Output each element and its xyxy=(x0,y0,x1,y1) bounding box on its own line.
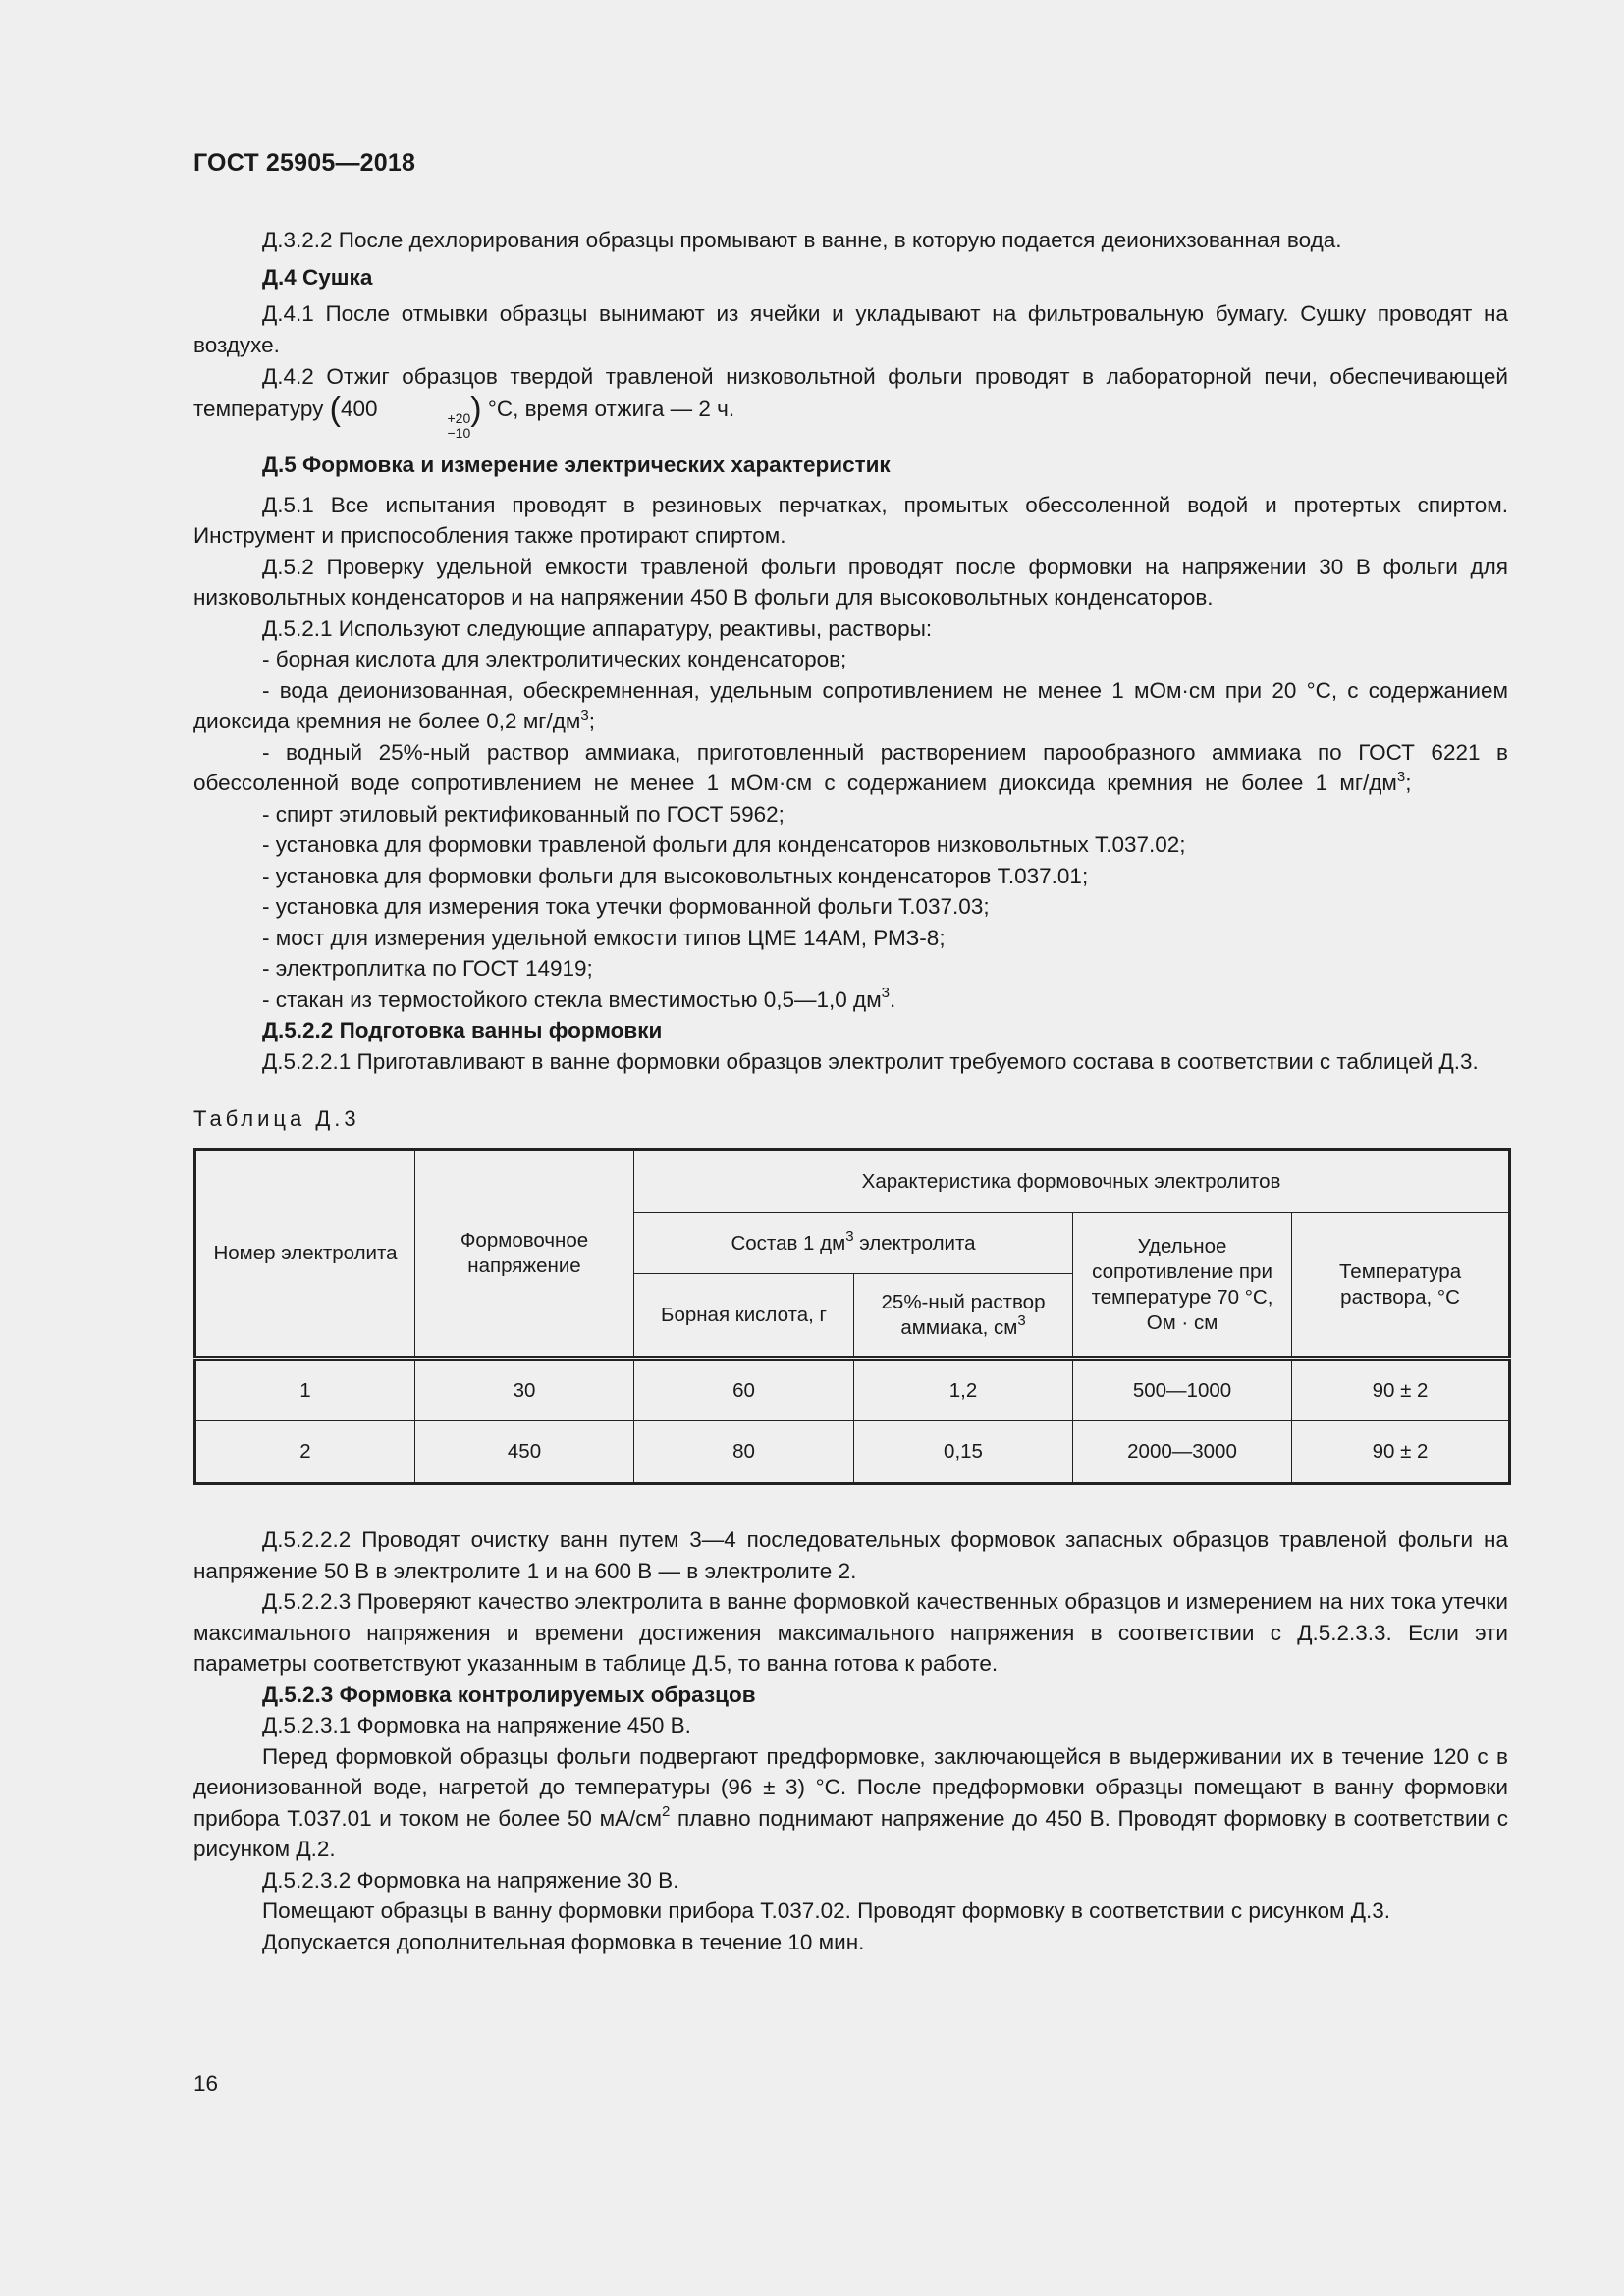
table-caption: Таблица Д.3 xyxy=(193,1106,360,1131)
tolerance-upper: +20 xyxy=(447,410,471,426)
table-cell: 1,2 xyxy=(854,1359,1073,1421)
list-item-end: ; xyxy=(588,709,595,733)
header-composition-tail: электролита xyxy=(853,1231,976,1255)
superscript: 3 xyxy=(580,706,589,723)
table-row xyxy=(195,1359,1510,1421)
left-paren-icon: ( xyxy=(329,391,341,428)
heading-d523: Д.5.2.3 Формовка контролируемых образцов xyxy=(262,1682,756,1707)
superscript: 3 xyxy=(1017,1311,1026,1329)
superscript: 3 xyxy=(881,985,891,1001)
paragraph-preforming-text: Перед формовкой образцы фольги подвергают предформовке, заключающейся в выдерживании их в течение 120 с в деионизованной воде, нагретой до температуры (96 ± 3) °С. После предформовки образцы помещают в ванну формовки прибора Т.037.01 и током не более 50 мА/см xyxy=(193,1743,1508,1831)
list-item xyxy=(193,737,1508,799)
temperature-value: 400 xyxy=(340,397,378,421)
paragraph-d5223: Д.5.2.2.3 Проверяют качество электролита в ванне формовкой качественных образцов и измерением на них тока утечки максимального напряжения и времени достижения максимального напряжения в соответствии с Д.5.2.3.3. Если эти параметры соответствуют указанным в таблице Д.5, то ванна готова к работе. xyxy=(193,1589,1508,1676)
paragraph-d5231: Д.5.2.3.1 Формовка на напряжение 450 В. xyxy=(262,1713,691,1737)
list-item-text: - стакан из термостойкого стекла вместимостью 0,5—1,0 дм xyxy=(262,987,882,1012)
heading-d522: Д.5.2.2 Подготовка ванны формовки xyxy=(262,1018,663,1042)
right-paren-icon: ) xyxy=(470,391,482,428)
table-row xyxy=(195,1421,1510,1484)
header-voltage: Формовочное напряжение xyxy=(415,1150,634,1359)
paragraph-d52: Д.5.2 Проверку удельной емкости травленой фольги проводят после формовки на напряжении 30 В фольги для низковольтных конденсаторов и на напряжении 450 В фольги для высоковольтных конденсаторов. xyxy=(193,554,1508,610)
list-item xyxy=(193,985,1508,1016)
tolerance-lower: −10 xyxy=(447,425,471,441)
list-item xyxy=(193,675,1508,737)
list-item: - мост для измерения удельной емкости типов ЦМЕ 14АМ, РМЗ-8; xyxy=(262,925,946,950)
table-cell: 2000—3000 xyxy=(1073,1421,1292,1484)
list-item: - борная кислота для электролитических конденсаторов; xyxy=(262,647,847,671)
paragraph-d41: Д.4.1 После отмывки образцы вынимают из ячейки и укладывают на фильтровальную бумагу. Сушку проводят на воздухе. xyxy=(193,301,1508,357)
heading-d4: Д.4 Сушка xyxy=(262,264,373,290)
paragraph-d51: Д.5.1 Все испытания проводят в резиновых перчатках, промытых обессоленной водой и протертых спиртом. Инструмент и приспособления также протирают спиртом. xyxy=(193,492,1508,548)
paragraph-d521: Д.5.2.1 Используют следующие аппаратуру, реактивы, растворы: xyxy=(262,615,933,641)
paragraph-preforming xyxy=(193,1741,1508,1865)
paragraph-d42 xyxy=(193,360,1508,441)
paragraph-d42-tail: °С, время отжига — 2 ч. xyxy=(487,397,735,421)
document-header: ГОСТ 25905—2018 xyxy=(193,149,416,177)
header-composition xyxy=(634,1213,1073,1274)
list-item-end: . xyxy=(890,987,896,1012)
list-item: - установка для формовки фольги для высоковольтных конденсаторов Т.037.01; xyxy=(262,863,1089,888)
paragraph-d5222: Д.5.2.2.2 Проводят очистку ванн путем 3—4 последовательных формовок запасных образцов травленой фольги на напряжение 50 В в электролите 1 и на 600 В — в электролите 2. xyxy=(193,1527,1508,1583)
header-number: Номер электролита xyxy=(195,1150,415,1359)
table-d3 xyxy=(193,1148,1511,1485)
list-item: - установка для измерения тока утечки формованной фольги Т.037.03; xyxy=(262,894,990,919)
list-item-end: ; xyxy=(1405,771,1412,795)
table-cell: 1 xyxy=(195,1359,415,1421)
superscript: 3 xyxy=(1396,768,1406,785)
document-body xyxy=(193,225,1508,1957)
paragraph-place: Помещают образцы в ванну формовки прибора Т.037.02. Проводят формовку в соответствии с рисунком Д.3. xyxy=(262,1898,1391,1923)
paragraph-d5221: Д.5.2.2.1 Приготавливают в ванне формовки образцов электролит требуемого состава в соответствии с таблицей Д.3. xyxy=(262,1048,1479,1074)
header-ammonia xyxy=(854,1274,1073,1359)
heading-d5: Д.5 Формовка и измерение электрических характеристик xyxy=(262,453,891,477)
table-cell: 80 xyxy=(634,1421,854,1484)
list-item: - спирт этиловый ректификованный по ГОСТ 5962; xyxy=(262,801,785,827)
paragraph-preforming-tail: плавно поднимают напряжение до 450 В. Проводят формовку в соответствии с рисунком Д.2. xyxy=(193,1805,1508,1861)
table-cell: 2 xyxy=(195,1421,415,1484)
page-number: 16 xyxy=(193,2071,219,2096)
table-cell: 90 ± 2 xyxy=(1292,1359,1510,1421)
table-cell: 90 ± 2 xyxy=(1292,1421,1510,1484)
paragraph-d322: Д.3.2.2 После дехлорирования образцы промывают в ванне, в которую подается деионихзованная вода. xyxy=(262,228,1342,252)
table-cell: 30 xyxy=(415,1359,634,1421)
paragraph-d5232: Д.5.2.3.2 Формовка на напряжение 30 В. xyxy=(262,1867,679,1893)
header-boric-acid: Борная кислота, г xyxy=(634,1274,854,1359)
table-cell: 500—1000 xyxy=(1073,1359,1292,1421)
list-item-text: - вода деионизованная, обескремненная, удельным сопротивлением не менее 1 мОм·см при 20 °С, с содержанием диоксида кремния не более 0,2 мг/дм xyxy=(193,677,1508,733)
superscript: 3 xyxy=(845,1227,854,1245)
header-ammonia-text: 25%-ный раствор аммиака, см xyxy=(881,1290,1046,1339)
list-item: - электроплитка по ГОСТ 14919; xyxy=(262,956,593,981)
table-cell: 0,15 xyxy=(854,1421,1073,1484)
table-cell: 60 xyxy=(634,1359,854,1421)
header-temperature: Температура раствора, °С xyxy=(1292,1213,1510,1359)
header-composition-text: Состав 1 дм xyxy=(731,1231,846,1255)
table-cell: 450 xyxy=(415,1421,634,1484)
paragraph-extra: Допускается дополнительная формовка в течение 10 мин. xyxy=(262,1929,865,1954)
header-resistivity: Удельное сопротивление при температуре 70 °С, Ом · см xyxy=(1073,1213,1292,1359)
tolerance xyxy=(378,411,470,441)
list-item-text: - водный 25%-ный раствор аммиака, приготовленный растворением парообразного аммиака по ГОСТ 6221 в обессоленной воде сопротивлением не менее 1 мОм·см с содержанием диоксида кремния не более 1 мг/дм xyxy=(193,739,1508,795)
header-characteristics: Характеристика формовочных электролитов xyxy=(634,1150,1510,1213)
paragraph-d42-text: Д.4.2 Отжиг образцов твердой травленой низковольтной фольги проводят в лабораторной печи, обеспечивающей температуру xyxy=(193,364,1508,421)
superscript: 2 xyxy=(662,1803,671,1820)
list-item: - установка для формовки травленой фольги для конденсаторов низковольтных Т.037.02; xyxy=(262,832,1186,857)
